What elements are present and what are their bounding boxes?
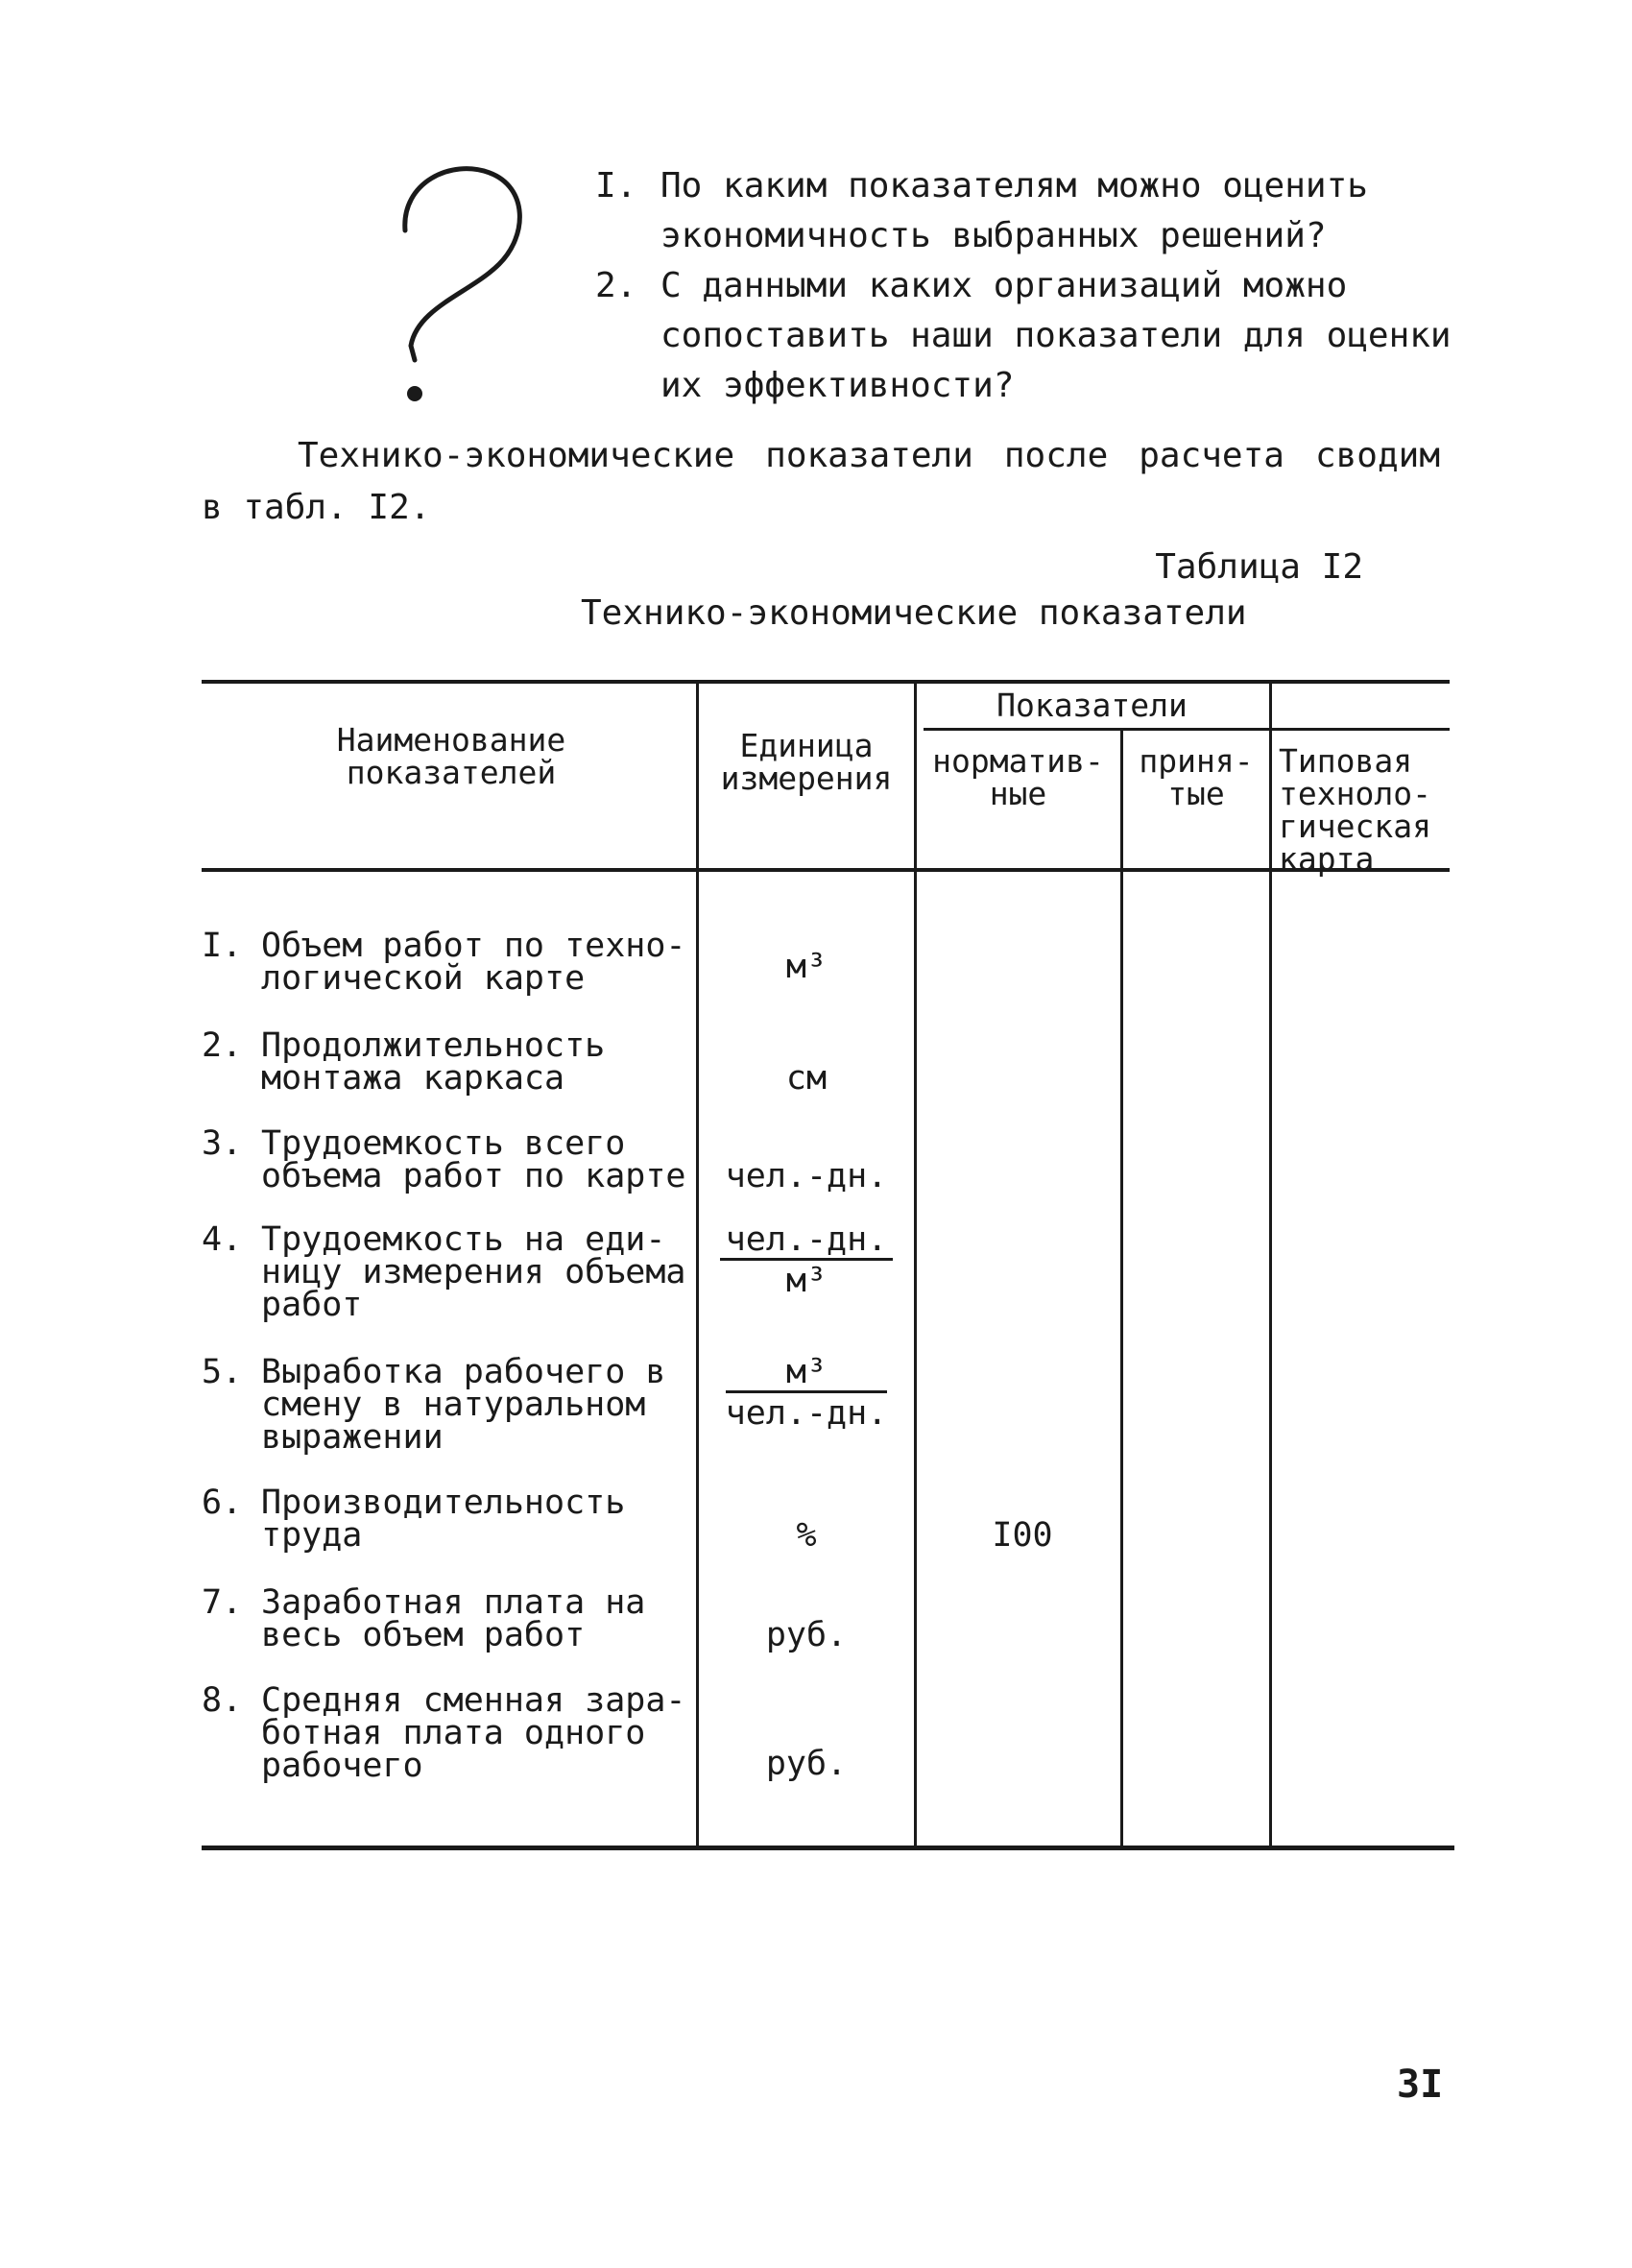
row-unit <box>701 1220 912 1300</box>
row-unit: % <box>796 1516 817 1555</box>
row-unit: м³ <box>785 948 828 986</box>
column-divider <box>914 680 917 1847</box>
row-name: Трудоемкость на еди-ницу измерения объема работ <box>261 1220 686 1324</box>
row-unit: чел.-дн. <box>725 1157 888 1195</box>
unit-denominator: м³ <box>785 1262 828 1300</box>
row-name: Выработка рабочего в смену в натуральном выражении <box>261 1353 666 1457</box>
question-number: I. <box>595 166 637 205</box>
header-bottom-rule <box>202 868 1450 872</box>
header-typical: Типовая техноло-гическая карта <box>1279 742 1431 878</box>
row-name: Средняя сменная зара-ботная плата одного рабочего <box>261 1681 686 1785</box>
header-name: Наименование показателей <box>336 721 566 791</box>
row-name: Продолжительность монтажа каркаса <box>261 1026 606 1098</box>
unit-fraction <box>725 1353 888 1433</box>
row-name: Производительность труда <box>261 1484 626 1555</box>
question-mark-icon <box>394 163 528 413</box>
table-label: Таблица I2 <box>1155 547 1363 587</box>
header-group: Показатели <box>996 687 1188 724</box>
row-number: 4. <box>202 1220 243 1259</box>
question-number: 2. <box>595 266 637 305</box>
table-top-rule <box>202 680 1450 684</box>
header-normative: норматив-ные <box>932 742 1104 812</box>
question-item <box>595 261 1459 411</box>
row-number: 5. <box>202 1353 243 1391</box>
header-accepted: приня-тые <box>1139 742 1254 812</box>
row-unit: руб. <box>765 1745 848 1783</box>
unit-numerator: чел.-дн. <box>720 1223 894 1261</box>
column-divider <box>1269 680 1272 1847</box>
row-number: 3. <box>202 1124 243 1163</box>
page-number: 3I <box>1397 2063 1444 2107</box>
column-divider <box>1120 730 1123 1847</box>
row-unit: руб. <box>765 1616 848 1654</box>
unit-numerator: м³ <box>726 1356 888 1393</box>
question-text: По каким показателям можно оценить экономичность выбранных решений? <box>660 166 1368 255</box>
row-unit <box>701 1353 912 1433</box>
row-number: 7. <box>202 1583 243 1622</box>
indicators-table <box>202 680 1450 1851</box>
header-unit: Единица измерения <box>720 727 893 797</box>
question-item <box>595 161 1459 261</box>
row-name: Заработная плата на весь объем работ <box>261 1583 646 1654</box>
unit-denominator: чел.-дн. <box>725 1394 888 1433</box>
row-number: I. <box>202 927 243 965</box>
column-divider <box>696 680 699 1847</box>
row-normative: I00 <box>992 1516 1053 1555</box>
row-number: 8. <box>202 1681 243 1720</box>
unit-fraction <box>720 1220 894 1300</box>
intro-paragraph: Технико-экономические показатели после расчета сводим в табл. I2. <box>202 436 1440 527</box>
row-number: 6. <box>202 1484 243 1522</box>
row-unit: см <box>785 1059 828 1098</box>
row-number: 2. <box>202 1026 243 1065</box>
row-name: Объем работ по техно-логической карте <box>261 927 686 998</box>
table-title: Технико-экономические показатели <box>581 593 1247 633</box>
table-bottom-rule <box>202 1846 1454 1850</box>
row-name: Трудоемкость всего объема работ по карте <box>261 1124 686 1195</box>
questions-list <box>595 161 1459 411</box>
group-header-rule <box>924 728 1450 731</box>
question-text: С данными каких организаций можно сопоставить наши показатели для оценки их эффективности? <box>660 266 1452 405</box>
